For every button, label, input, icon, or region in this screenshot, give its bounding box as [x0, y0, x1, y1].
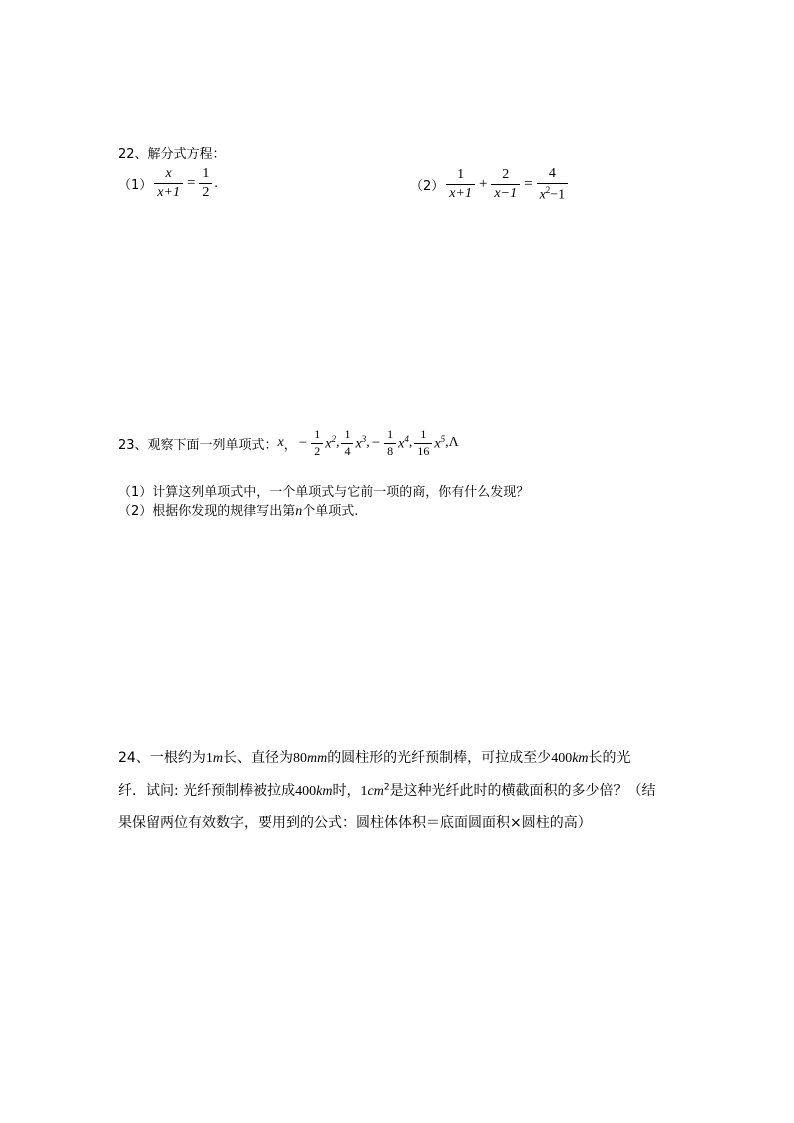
denominator: 2: [199, 183, 212, 201]
numerator: 1: [420, 427, 427, 441]
exponent: 3: [361, 433, 367, 444]
q22-part1: [118, 166, 218, 201]
unit: m: [212, 751, 223, 766]
denominator: 16: [414, 443, 432, 459]
q24-line1: [118, 747, 631, 767]
q23-part2: [118, 500, 358, 520]
seq-term-4-var: [398, 434, 409, 453]
denominator: x+1: [154, 183, 183, 201]
denominator-rest: −1: [550, 187, 566, 203]
q22-part2-term1-fraction: [446, 167, 475, 202]
plus-sign: +: [478, 176, 488, 193]
q23-part2-variable: n: [295, 504, 303, 519]
ellipsis: Λ: [448, 435, 459, 451]
value: 1: [205, 751, 213, 766]
numerator: 4: [548, 166, 556, 181]
equals-sign: =: [524, 176, 533, 193]
seq-term-5-var: [434, 434, 445, 453]
q23-part1: （1）计算这列单项式中，一个单项式与它前一项的商，你有什么发现？: [118, 485, 530, 500]
text: 时，: [332, 783, 361, 799]
comma: ,: [445, 435, 449, 451]
exponent: 2: [383, 782, 390, 793]
q23-sequence-line: [118, 428, 459, 459]
exponent: 5: [440, 433, 446, 444]
q24-line3: 果保留两位有效数字，要用到的公式：圆柱体体积＝底面圆面积×圆柱的高）: [118, 815, 592, 831]
numerator: 1: [314, 427, 321, 441]
variable: x: [434, 436, 441, 452]
seq-term-2-var: [325, 434, 336, 453]
variable: x: [398, 436, 405, 452]
value: 400: [551, 751, 573, 766]
unit: cm: [367, 784, 384, 799]
text: 长的光: [588, 750, 631, 766]
exponent: 4: [404, 433, 409, 444]
denominator: x+1: [446, 184, 475, 202]
text: 纤．试问: 光纤预制棒被拉成: [118, 783, 296, 799]
q22-part2-term2-fraction: [491, 167, 520, 202]
numerator: 1: [202, 166, 210, 181]
comma: ,: [408, 435, 413, 451]
q24-line2: [118, 780, 656, 800]
text: 24、一根约为: [118, 750, 206, 766]
denominator: 8: [384, 443, 396, 459]
value: 1: [360, 784, 368, 799]
q22-title: 22、解分式方程：: [118, 147, 226, 162]
text: 的圆柱形的光纤预制棒，可拉成至少: [327, 750, 552, 766]
seq-term-1: x: [277, 435, 284, 451]
seq-term-2-coefficient: [311, 428, 323, 459]
minus-sign: −: [371, 434, 381, 451]
seq-term-3-var: [355, 434, 366, 453]
q23-title: 23、观察下面一列单项式：: [118, 437, 278, 453]
q22-part1-label: （1）: [118, 178, 153, 194]
numerator: 1: [457, 167, 465, 183]
denominator: [537, 183, 569, 204]
seq-term-3-coefficient: [341, 428, 353, 459]
exponent: 2: [331, 433, 336, 444]
text: 是这种光纤此时的横截面积的多少倍？（结: [389, 783, 656, 799]
numerator: 1: [387, 427, 394, 441]
minus-sign: −: [298, 434, 308, 451]
q22-part2-rhs-fraction: [537, 166, 569, 204]
unit: km: [572, 751, 589, 766]
denominator: x−1: [491, 184, 520, 202]
unit: mm: [306, 751, 328, 766]
denominator: 2: [311, 443, 323, 459]
denominator-exponent: 2: [545, 185, 551, 196]
q22-part2: [410, 166, 570, 204]
comma: ,: [366, 435, 370, 451]
numerator: 1: [344, 427, 351, 441]
denominator: 4: [341, 443, 353, 459]
variable: x: [355, 436, 362, 452]
numerator: 2: [502, 167, 510, 183]
numerator: x: [165, 166, 172, 181]
q22-part2-label: （2）: [410, 179, 445, 195]
q23-part2-text-a: （2）根据你发现的规律写出第: [118, 504, 296, 519]
comma: ,: [335, 435, 340, 451]
denominator-base: x: [539, 187, 546, 203]
comma: ，: [283, 437, 297, 453]
equals-sign: =: [186, 175, 196, 192]
value: 400: [295, 784, 317, 799]
q23-part2-text-b: 个单项式.: [302, 504, 359, 519]
seq-term-4-coefficient: [384, 428, 396, 459]
text: 长、直径为: [222, 750, 293, 766]
value: 80: [292, 751, 307, 766]
seq-term-5-coefficient: [414, 428, 432, 459]
unit: km: [316, 784, 333, 799]
q22-part1-lhs-fraction: [154, 166, 183, 201]
q22-part1-rhs-fraction: [199, 166, 212, 201]
variable: x: [325, 436, 332, 452]
period: .: [214, 175, 218, 191]
